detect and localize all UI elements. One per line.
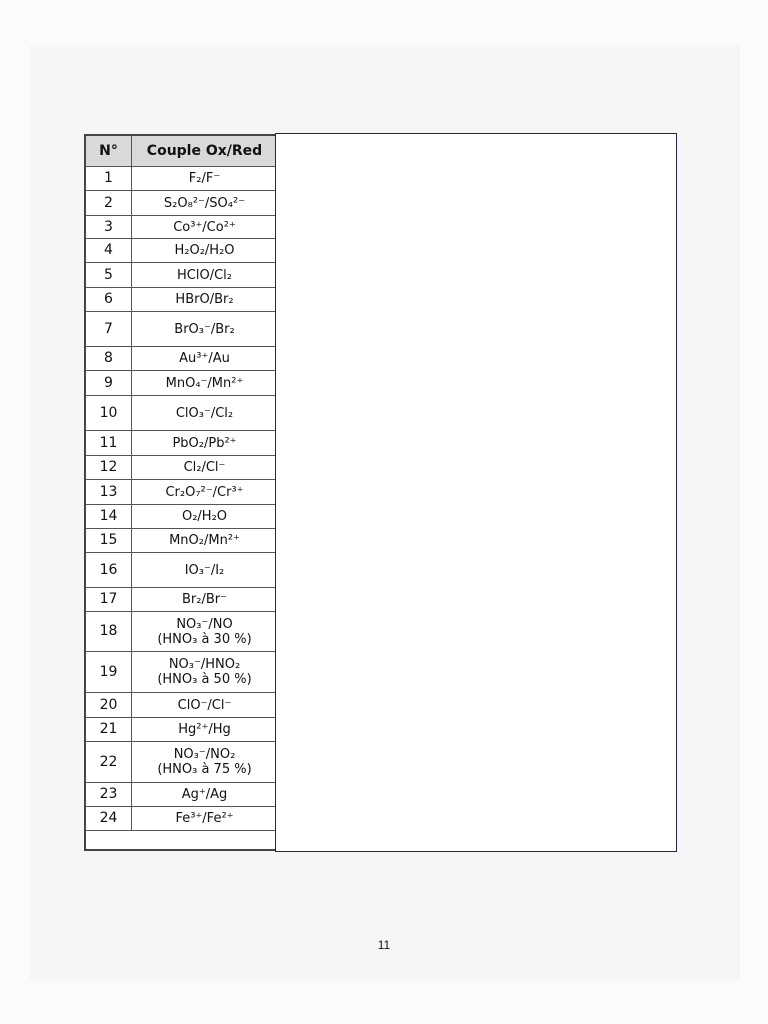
header-couple: Couple Ox/Red [132,136,278,167]
page-number: 11 [377,938,391,952]
couple-formula: Cr₂O₇²⁻/Cr³⁺ [165,484,244,500]
table-row [86,312,277,347]
row-couple-cell [132,652,278,693]
couple-formula: MnO₂/Mn²⁺ [169,533,240,548]
row-couple-cell [132,505,278,529]
row-number: 1 [86,167,132,191]
couple-condition-note: (HNO₃ à 50 %) [157,672,252,687]
row-couple-cell [132,312,278,347]
couple-formula: BrO₃⁻/Br₂ [174,321,235,337]
row-couple-cell [132,742,278,783]
couple-formula: H₂O₂/H₂O [174,243,235,258]
row-couple-cell [132,239,278,263]
row-number: 4 [86,239,132,263]
row-couple-cell [132,718,278,742]
table-row [86,505,277,529]
row-number: 21 [86,718,132,742]
table-row [86,167,277,191]
table-row [86,191,277,216]
couple-formula: Co³⁺/Co²⁺ [173,219,236,235]
table-row [86,396,277,431]
table-row [86,456,277,480]
row-couple-cell [132,288,278,312]
couple-formula: NO₃⁻/HNO₂ [168,657,241,672]
row-number: 7 [86,312,132,347]
table-row [86,216,277,239]
row-number: 20 [86,693,132,718]
table-body [86,167,277,831]
row-couple-cell [132,396,278,431]
table-row [86,588,277,612]
row-couple-cell [132,371,278,396]
table-row [86,288,277,312]
couple-formula: ClO₃⁻/Cl₂ [175,405,234,421]
row-number: 8 [86,347,132,371]
table-row [86,553,277,588]
row-couple-cell [132,807,278,831]
row-number: 6 [86,288,132,312]
couple-formula: NO₃⁻/NO₂ [173,747,236,762]
row-couple-cell [132,612,278,652]
row-number: 23 [86,783,132,807]
couple-formula: ClO⁻/Cl⁻ [177,697,232,713]
row-couple-cell [132,480,278,505]
row-number: 16 [86,553,132,588]
row-number: 17 [86,588,132,612]
table-row [86,807,277,831]
couple-formula: Cl₂/Cl⁻ [183,460,226,475]
table-row [86,371,277,396]
answer-box [275,133,677,852]
couple-formula: IO₃⁻/I₂ [184,562,225,578]
redox-couples-table [84,134,277,851]
row-number: 9 [86,371,132,396]
couple-formula: HBrO/Br₂ [175,292,234,307]
row-couple-cell [132,553,278,588]
row-number: 2 [86,191,132,216]
couples-table [86,136,277,831]
row-couple-cell [132,431,278,456]
table-row [86,612,277,652]
couple-formula: Au³⁺/Au [179,351,230,366]
row-number: 12 [86,456,132,480]
table-row [86,693,277,718]
row-couple-cell [132,588,278,612]
row-couple-cell [132,263,278,288]
row-couple-cell [132,167,278,191]
couple-condition-note: (HNO₃ à 75 %) [157,762,252,777]
row-number: 5 [86,263,132,288]
table-row [86,431,277,456]
couple-formula: F₂/F⁻ [188,171,221,186]
row-couple-cell [132,693,278,718]
table-row [86,783,277,807]
row-number: 10 [86,396,132,431]
couple-formula: PbO₂/Pb²⁺ [172,435,237,451]
table-row [86,742,277,783]
couple-formula: Ag⁺/Ag [181,787,228,802]
couple-formula: MnO₄⁻/Mn²⁺ [165,375,244,391]
couple-formula: NO₃⁻/NO [176,616,233,632]
row-couple-cell [132,783,278,807]
table-row [86,347,277,371]
row-number: 3 [86,216,132,239]
table-row [86,480,277,505]
row-couple-cell [132,216,278,239]
row-number: 15 [86,529,132,553]
row-couple-cell [132,529,278,553]
row-number: 19 [86,652,132,693]
row-couple-cell [132,191,278,216]
row-number: 11 [86,431,132,456]
couple-formula: Br₂/Br⁻ [182,592,227,607]
couple-formula: Hg²⁺/Hg [178,722,231,737]
table-row [86,529,277,553]
table-row [86,652,277,693]
table-row [86,263,277,288]
couple-formula: Fe³⁺/Fe²⁺ [175,811,234,826]
couple-condition-note: (HNO₃ à 30 %) [157,631,252,647]
table-row [86,718,277,742]
row-number: 18 [86,612,132,652]
row-number: 14 [86,505,132,529]
couple-formula: S₂O₈²⁻/SO₄²⁻ [163,195,246,211]
row-number: 22 [86,742,132,783]
row-number: 24 [86,807,132,831]
header-number: N° [86,136,132,167]
row-number: 13 [86,480,132,505]
table-row [86,239,277,263]
row-couple-cell [132,347,278,371]
couple-formula: O₂/H₂O [181,509,228,524]
row-couple-cell [132,456,278,480]
table-header-row [86,136,277,167]
couple-formula: HClO/Cl₂ [177,267,232,283]
